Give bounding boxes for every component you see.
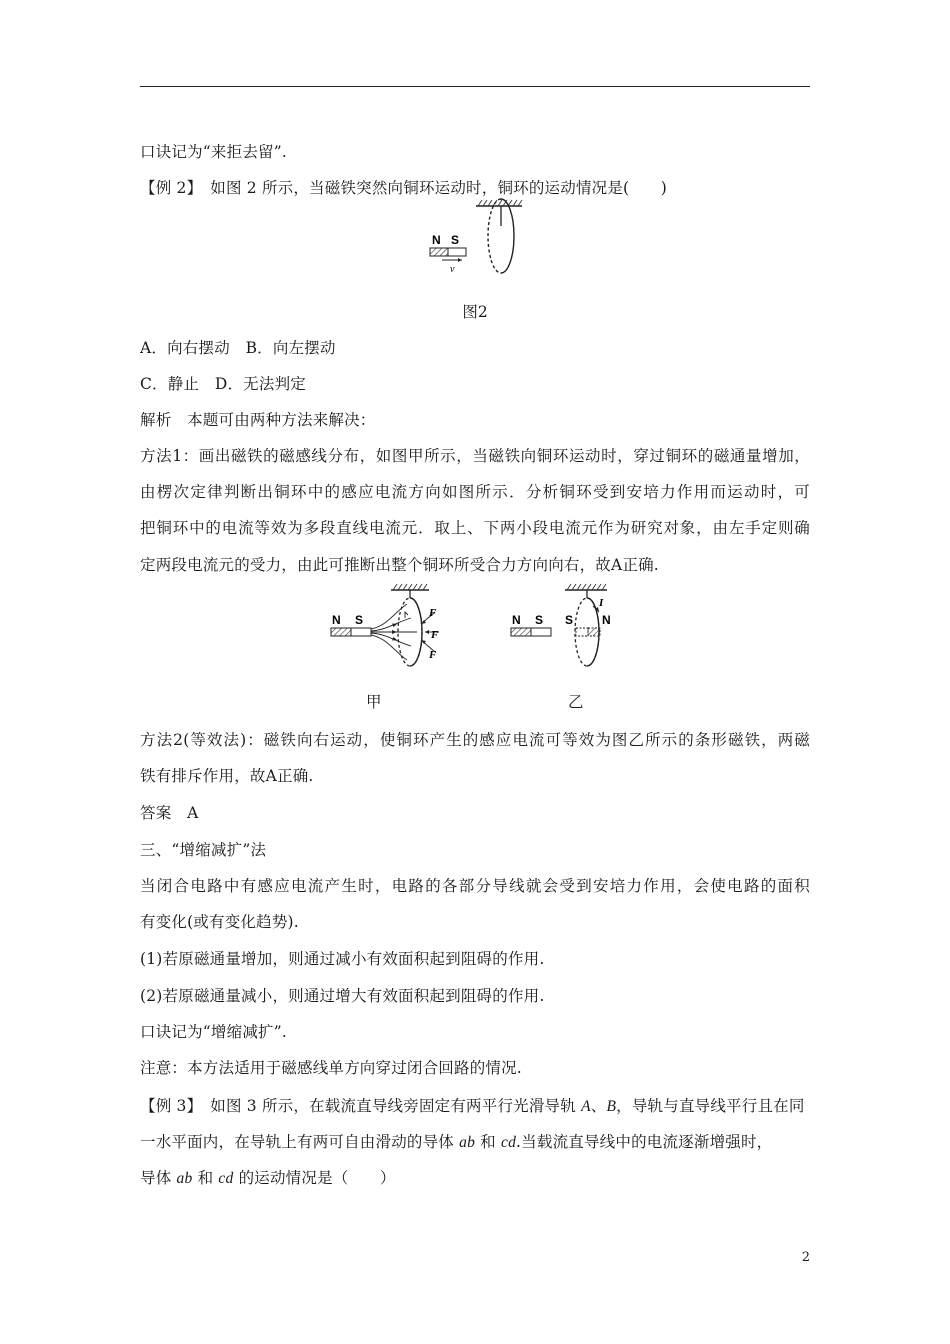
figure-yi	[505, 582, 630, 672]
text-line: 由楞次定律判断出铜环中的感应电流方向如图所示．分析铜环受到安培力作用而运动时，可	[140, 483, 810, 501]
section-heading: 三、“增缩减扩”法	[140, 841, 267, 859]
text-line: 定两段电流元的受力，由此可推断出整个铜环所受合力方向向右，故A正确.	[140, 556, 659, 574]
header-rule	[140, 86, 810, 87]
conductor-ab: ab	[176, 1170, 193, 1187]
figure-2	[420, 196, 530, 278]
figure-jia	[325, 582, 460, 672]
label-F-bottom: F	[429, 649, 437, 661]
option-line-cd: C．静止 D．无法判定	[140, 375, 306, 393]
text-line: 有变化(或有变化趋势).	[140, 913, 299, 931]
label-S: S	[451, 233, 460, 247]
copper-ring-front	[501, 199, 514, 273]
label-N: N	[332, 613, 341, 627]
example-3-line-1	[140, 1096, 805, 1117]
text-line: 把铜环中的电流等效为多段直线电流元．取上、下两小段电流元作为研究对象，由左手定则确	[140, 519, 810, 537]
conductor-cd: cd	[501, 1134, 517, 1151]
magnet-south	[448, 248, 466, 256]
note-line: 注意：本方法适用于磁感线单方向穿过闭合回路的情况.	[140, 1059, 522, 1077]
equivalent-magnet-south	[576, 628, 588, 636]
example-2-question: 【例 2】 如图 2 所示，当磁铁突然向铜环运动时，铜环的运动情况是( )	[140, 179, 667, 197]
magnet-north	[331, 628, 351, 636]
text-span: 、	[590, 1097, 607, 1115]
text-line: (2)若原磁通量减小，则通过增大有效面积起到阻碍的作用.	[140, 987, 545, 1005]
figure-2-caption: 图2	[462, 303, 488, 321]
magnet-north	[430, 248, 448, 256]
text-span: ，导轨与直导线平行且在同	[616, 1097, 805, 1115]
page-number: 2	[801, 1250, 810, 1265]
example-3-line-3	[140, 1168, 396, 1189]
label-S: S	[565, 613, 574, 627]
text-span: 导体	[140, 1169, 177, 1187]
label-I: I	[599, 597, 604, 609]
example-3-line-2	[140, 1132, 772, 1153]
text-line: 方法2(等效法)：磁铁向右运动，使铜环产生的感应电流可等效为图乙所示的条形磁铁，两磁	[140, 731, 810, 749]
magnet-north	[511, 628, 531, 636]
text-span: 【例 3】 如图 3 所示，在载流直导线旁固定有两平行光滑导轨	[140, 1097, 582, 1115]
text-span: 和	[475, 1133, 502, 1151]
conductor-ab: ab	[459, 1134, 476, 1151]
label-S: S	[355, 613, 364, 627]
text-line: 当闭合电路中有感应电流产生时，电路的各部分导线就会受到安培力作用，会使电路的面积	[140, 877, 810, 895]
option-line-ab: A．向右摆动 B．向左摆动	[140, 339, 336, 357]
figure-jia-caption: 甲	[366, 693, 382, 711]
equivalent-magnet-north	[588, 628, 600, 636]
rail-label-A: A	[581, 1098, 591, 1115]
text-line: 铁有排斥作用，故A正确.	[140, 767, 314, 785]
label-F-middle: F	[431, 629, 439, 641]
text-line: 方法1：画出磁铁的磁感线分布，如图甲所示，当磁铁向铜环运动时，穿过铜环的磁通量增加，	[140, 447, 810, 465]
magnet-south	[531, 628, 551, 636]
text-line: (1)若原磁通量增加，则通过减小有效面积起到阻碍的作用.	[140, 950, 545, 968]
copper-ring-back	[488, 199, 501, 273]
label-N: N	[512, 613, 521, 627]
ceiling-hatching	[478, 200, 522, 206]
text-span: 和	[192, 1169, 219, 1187]
text-line: 口诀记为“增缩减扩”.	[140, 1023, 287, 1041]
ceiling-hatching	[567, 584, 606, 590]
text-span: 一水平面内，在导轨上有两可自由滑动的导体	[140, 1133, 460, 1151]
magnet-south	[351, 628, 371, 636]
label-v: v	[450, 264, 455, 275]
analysis-heading: 解析 本题可由两种方法来解决：	[140, 411, 376, 429]
answer-line: 答案 A	[140, 804, 199, 822]
ceiling-hatching	[393, 584, 427, 590]
label-S: S	[535, 613, 544, 627]
text-span: .当载流直导线中的电流逐渐增强时，	[516, 1133, 773, 1151]
figure-yi-caption: 乙	[568, 693, 584, 711]
conductor-cd: cd	[218, 1170, 234, 1187]
label-N: N	[602, 613, 611, 627]
rail-label-B: B	[606, 1098, 617, 1115]
label-N: N	[432, 233, 441, 247]
text-line: 口诀记为“来拒去留”.	[140, 143, 287, 161]
label-F-top: F	[429, 607, 437, 619]
text-span: 的运动情况是（ ）	[233, 1169, 396, 1187]
